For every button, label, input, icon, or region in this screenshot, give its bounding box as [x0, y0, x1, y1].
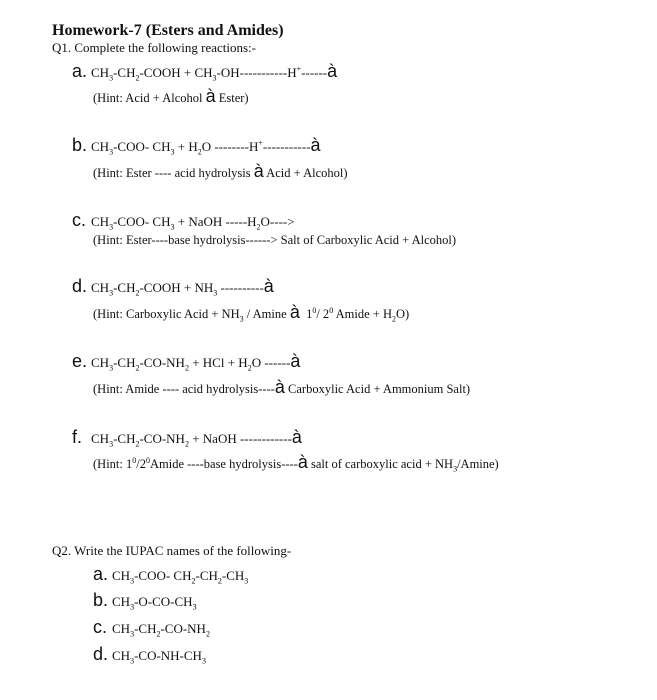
arrow-glyph: à: [290, 351, 301, 371]
arrow-glyph: à: [263, 276, 274, 296]
arrow-glyph: à: [253, 161, 264, 181]
q2-item-a: a. $CH_3-COO-$ $CH_2-CH_2-CH_3$: [93, 564, 249, 586]
arrow-glyph: à: [297, 452, 308, 472]
arrow-glyph: à: [291, 427, 302, 447]
item-label: c.: [72, 210, 87, 230]
page-title: Homework-7 (Esters and Amides): [52, 22, 284, 39]
q1-item-f-hint: (Hint: $1^0/2^0Amide$ ----base hydrolysis----à salt of carboxylic acid + $NH_3/Amine$): [93, 452, 499, 474]
item-label: b.: [72, 135, 88, 155]
item-label: a.: [93, 564, 109, 584]
q2-item-d: d. $CH_3-CO-NH-CH_3$: [93, 644, 206, 666]
item-label: a.: [72, 61, 88, 81]
item-label: b.: [93, 590, 109, 610]
item-label: d.: [93, 644, 109, 664]
q1-item-d-reaction: d. $CH_3-CH_2$-COOH + $NH_3$ ----------à: [72, 276, 274, 298]
q1-item-b-reaction: b. $CH_3-COO-$ $CH_3 + H_2O$ --------H+-----------à: [72, 135, 321, 157]
arrow-glyph: à: [327, 61, 338, 81]
q2-item-c: c. $CH_3-CH_2-CO-NH_2$: [93, 617, 210, 639]
q2-prompt: Q2. Write the IUPAC names of the following-: [52, 543, 292, 558]
item-label: f.: [72, 427, 83, 447]
q1-prompt: Q1. Complete the following reactions:-: [52, 40, 256, 55]
q1-item-a-reaction: a. $CH_3-CH_2$-COOH + $CH_3-OH-----------H^+------à$: [72, 61, 338, 83]
q1-item-e-hint: (Hint: Amide ---- acid hydrolysis----à Carboxylic Acid + Ammonium Salt): [93, 377, 471, 397]
q1-item-d-hint: (Hint: Carboxylic Acid + $NH_3$ / Amine à $1^0/$ $2^0$ Amide + $H_2O$): [93, 302, 410, 324]
q2-item-b: b. $CH_3-O-CO-CH_3$: [93, 590, 197, 612]
q1-item-a-hint: (Hint: Acid + Alcohol à Ester): [93, 86, 249, 106]
arrow-glyph: à: [289, 302, 300, 322]
item-label: e.: [72, 351, 88, 371]
arrow-glyph: à: [310, 135, 321, 155]
arrow-glyph: à: [205, 86, 216, 106]
item-label: d.: [72, 276, 88, 296]
item-label: c.: [93, 617, 108, 637]
q1-item-f-reaction: f. $CH_3-CH_2-CO-NH_2$ + NaOH ------------à: [72, 427, 302, 449]
arrow-glyph: à: [274, 377, 285, 397]
q1-item-c-reaction: c. $CH_3-COO-$ $CH_3$ + NaOH $-----H_2O---->$: [72, 210, 295, 232]
q1-item-b-hint: (Hint: Ester ---- acid hydrolysis à Acid + Alcohol): [93, 161, 348, 181]
q1-item-c-hint: (Hint: Ester----base hydrolysis------> Salt of Carboxylic Acid + Alcohol): [93, 233, 457, 247]
q1-item-e-reaction: e. $CH_3-CH_2-CO-NH_2$ + HCl + $H_2O$ ------à: [72, 351, 301, 373]
